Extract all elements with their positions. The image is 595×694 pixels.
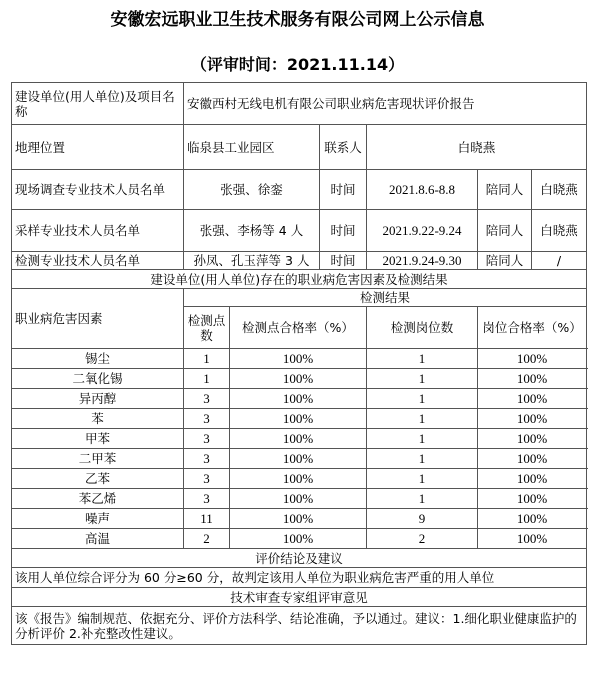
point-rate-cell: 100% xyxy=(230,349,367,369)
hazard-row xyxy=(12,449,587,469)
points-cell: 3 xyxy=(184,469,230,489)
hazard-row xyxy=(12,349,587,369)
review-text: 该《报告》编制规范、依据充分、评价方法科学、结论准确，予以通过。建议：1.细化职业健康监护的分析评价 2.补充整改性建议。 xyxy=(12,607,587,645)
location-label: 地理位置 xyxy=(12,125,184,170)
conclusion-text: 该用人单位综合评分为 60 分≥60 分，故判定该用人单位为职业病危害严重的用人单位 xyxy=(12,568,587,588)
review-title: 技术审查专家组评审意见 xyxy=(12,588,587,607)
unit-value: 安徽西村无线电机有限公司职业病危害现状评价报告 xyxy=(184,83,587,125)
survey-time: 2021.8.6-8.8 xyxy=(367,170,478,210)
contact-label: 联系人 xyxy=(320,125,367,170)
point-rate-cell: 100% xyxy=(230,409,367,429)
point-rate-cell: 100% xyxy=(230,369,367,389)
factor-cell: 异丙醇 xyxy=(12,389,184,409)
post-rate-cell: 100% xyxy=(478,369,587,389)
point-rate-cell: 100% xyxy=(230,529,367,549)
review-time: （评审时间：2021.11.14） xyxy=(190,55,405,74)
point-rate-cell: 100% xyxy=(230,389,367,409)
factor-cell: 苯乙烯 xyxy=(12,489,184,509)
info-table xyxy=(11,82,587,645)
posts-cell: 1 xyxy=(367,429,478,449)
points-cell: 3 xyxy=(184,429,230,449)
hazard-row xyxy=(12,489,587,509)
factor-cell: 二氧化锡 xyxy=(12,369,184,389)
points-cell: 3 xyxy=(184,389,230,409)
post-rate-cell: 100% xyxy=(478,429,587,449)
testing-accomp-label: 陪同人 xyxy=(478,252,532,270)
points-cell: 11 xyxy=(184,509,230,529)
survey-value: 张强、徐銮 xyxy=(184,170,320,210)
factor-cell: 苯 xyxy=(12,409,184,429)
hazard-row xyxy=(12,509,587,529)
sampling-time-label: 时间 xyxy=(320,210,367,252)
hazard-row xyxy=(12,409,587,429)
sampling-value: 张强、李杨等 4 人 xyxy=(184,210,320,252)
col-posts-header: 检测岗位数 xyxy=(367,307,478,349)
sampling-time: 2021.9.22-9.24 xyxy=(367,210,478,252)
post-rate-cell: 100% xyxy=(478,349,587,369)
testing-accomp: / xyxy=(532,252,587,270)
point-rate-cell: 100% xyxy=(230,489,367,509)
points-cell: 1 xyxy=(184,369,230,389)
posts-cell: 1 xyxy=(367,469,478,489)
point-rate-cell: 100% xyxy=(230,449,367,469)
col-post-rate-header: 岗位合格率（%） xyxy=(478,307,587,349)
hazards-section-title: 建设单位(用人单位)存在的职业病危害因素及检测结果 xyxy=(12,270,587,289)
factor-cell: 高温 xyxy=(12,529,184,549)
survey-accomp-label: 陪同人 xyxy=(478,170,532,210)
hazard-row xyxy=(12,529,587,549)
point-rate-cell: 100% xyxy=(230,509,367,529)
sampling-accomp: 白晓燕 xyxy=(532,210,587,252)
posts-cell: 1 xyxy=(367,489,478,509)
posts-cell: 1 xyxy=(367,409,478,429)
testing-time: 2021.9.24-9.30 xyxy=(367,252,478,270)
points-cell: 3 xyxy=(184,449,230,469)
location-value: 临泉县工业园区 xyxy=(184,125,320,170)
posts-cell: 1 xyxy=(367,349,478,369)
points-cell: 1 xyxy=(184,349,230,369)
post-rate-cell: 100% xyxy=(478,389,587,409)
post-rate-cell: 100% xyxy=(478,449,587,469)
hazard-row xyxy=(12,429,587,449)
post-rate-cell: 100% xyxy=(478,489,587,509)
post-rate-cell: 100% xyxy=(478,529,587,549)
col-point-rate-header: 检测点合格率（%） xyxy=(230,307,367,349)
testing-label: 检测专业技术人员名单 xyxy=(12,252,184,270)
conclusion-title: 评价结论及建议 xyxy=(12,549,587,568)
testing-time-label: 时间 xyxy=(320,252,367,270)
point-rate-cell: 100% xyxy=(230,429,367,449)
posts-cell: 2 xyxy=(367,529,478,549)
posts-cell: 1 xyxy=(367,369,478,389)
unit-label: 建设单位(用人单位)及项目名称 xyxy=(12,83,184,125)
post-rate-cell: 100% xyxy=(478,469,587,489)
sampling-label: 采样专业技术人员名单 xyxy=(12,210,184,252)
survey-label: 现场调查专业技术人员名单 xyxy=(12,170,184,210)
points-cell: 3 xyxy=(184,489,230,509)
posts-cell: 9 xyxy=(367,509,478,529)
survey-accomp: 白晓燕 xyxy=(532,170,587,210)
posts-cell: 1 xyxy=(367,389,478,409)
col-points-header: 检测点数 xyxy=(184,307,230,349)
hazard-row xyxy=(12,469,587,489)
survey-time-label: 时间 xyxy=(320,170,367,210)
hazard-row xyxy=(12,369,587,389)
factor-cell: 甲苯 xyxy=(12,429,184,449)
factor-cell: 二甲苯 xyxy=(12,449,184,469)
hazard-row xyxy=(12,389,587,409)
results-header: 检测结果 xyxy=(184,289,587,307)
posts-cell: 1 xyxy=(367,449,478,469)
testing-value: 孙凤、孔玉萍等 3 人 xyxy=(184,252,320,270)
contact-value: 白晓燕 xyxy=(367,125,587,170)
page-title: 安徽宏远职业卫生技术服务有限公司网上公示信息 xyxy=(110,10,485,30)
sampling-accomp-label: 陪同人 xyxy=(478,210,532,252)
points-cell: 3 xyxy=(184,409,230,429)
factor-header: 职业病危害因素 xyxy=(12,289,184,349)
point-rate-cell: 100% xyxy=(230,469,367,489)
factor-cell: 锡尘 xyxy=(12,349,184,369)
post-rate-cell: 100% xyxy=(478,409,587,429)
post-rate-cell: 100% xyxy=(478,509,587,529)
factor-cell: 噪声 xyxy=(12,509,184,529)
points-cell: 2 xyxy=(184,529,230,549)
factor-cell: 乙苯 xyxy=(12,469,184,489)
